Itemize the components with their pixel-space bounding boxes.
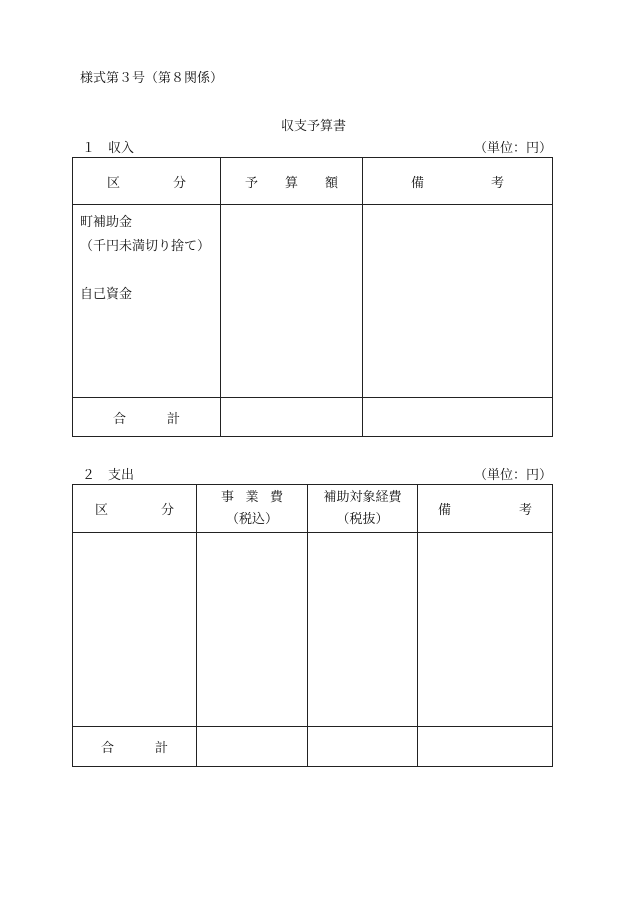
expense-subsidy-cell xyxy=(308,533,418,727)
document-title: 収支予算書 xyxy=(281,119,347,134)
income-heading: １ 収入 xyxy=(82,141,135,156)
expense-table xyxy=(72,484,553,767)
expense-header-subsidy-title: 補助対象経費 xyxy=(323,489,402,505)
income-item-own-funds: 自己資金 xyxy=(80,287,133,302)
form-number: 様式第３号（第８関係） xyxy=(80,71,224,86)
income-body-row xyxy=(73,205,553,398)
expense-header-category: 区 分 xyxy=(73,485,197,533)
expense-unit: （単位：円） xyxy=(474,468,553,483)
expense-remarks-cell xyxy=(418,533,553,727)
expense-header-cost-tax-included: （税込） xyxy=(225,511,278,527)
income-table xyxy=(72,157,553,437)
expense-header-remarks: 備 考 xyxy=(418,485,553,533)
expense-total-row xyxy=(73,727,553,767)
expense-total-subsidy xyxy=(308,727,418,767)
income-header-category: 区 分 xyxy=(73,158,221,205)
expense-header-row xyxy=(73,485,553,533)
expense-header-subsidy xyxy=(308,485,418,533)
income-total-row xyxy=(73,398,553,437)
expense-total-remarks xyxy=(418,727,553,767)
income-item-rounding-note: （千円未満切り捨て） xyxy=(80,239,211,254)
income-remarks-cell xyxy=(363,205,553,398)
expense-header-cost: 事 業 費 （税込） xyxy=(197,485,308,533)
income-items-cell xyxy=(73,205,221,398)
expense-cost-cell xyxy=(197,533,308,727)
income-item-town-subsidy: 町補助金 xyxy=(80,215,133,230)
expense-body-row xyxy=(73,533,553,727)
income-total-label: 合 計 xyxy=(73,398,221,437)
expense-total-label: 合 計 xyxy=(73,727,197,767)
income-total-remarks xyxy=(363,398,553,437)
income-header-remarks: 備 考 xyxy=(363,158,553,205)
income-budget-cell xyxy=(221,205,363,398)
income-header-budget: 予 算 額 xyxy=(221,158,363,205)
expense-header-subsidy-tax-excluded: （税抜） xyxy=(336,511,389,527)
expense-heading: ２ 支出 xyxy=(82,468,135,483)
income-header-row xyxy=(73,158,553,205)
income-total-budget xyxy=(221,398,363,437)
expense-category-cell xyxy=(73,533,197,727)
income-unit: （単位：円） xyxy=(474,141,553,156)
expense-total-cost xyxy=(197,727,308,767)
